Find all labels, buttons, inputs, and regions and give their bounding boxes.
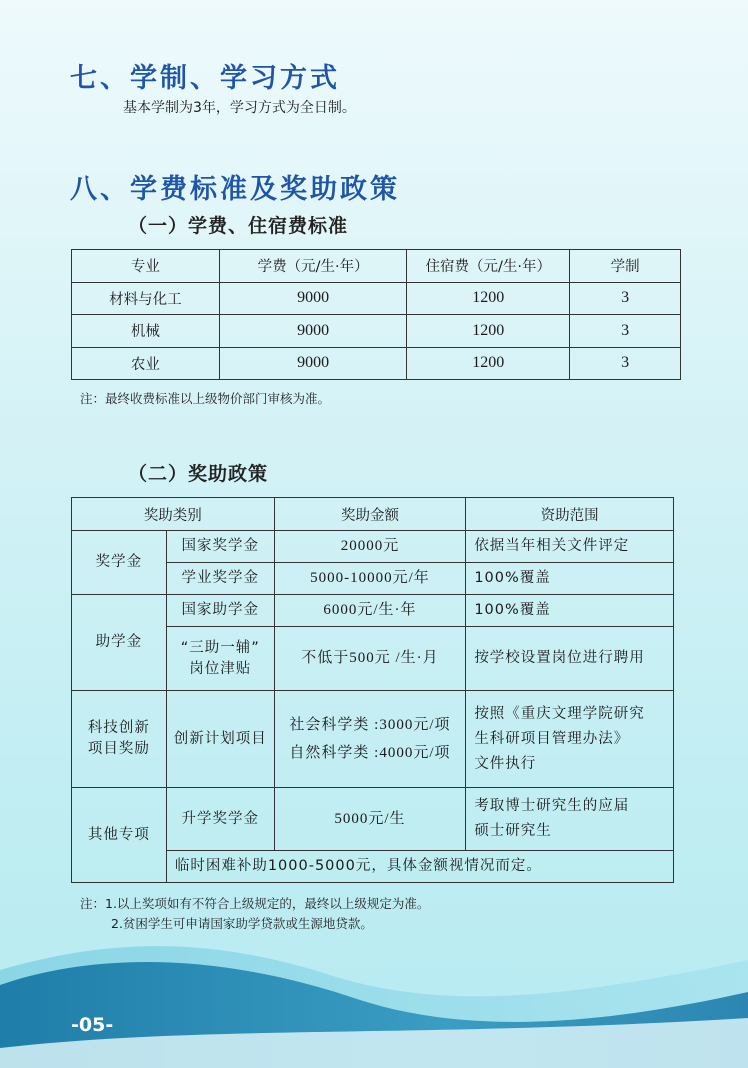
header-cell: 学制 <box>570 250 681 283</box>
duration-cell: 3 <box>570 282 681 315</box>
major-cell: 机械 <box>72 315 220 348</box>
item-cell: 创新计划项目 <box>166 691 274 788</box>
aid-notes <box>80 894 429 934</box>
amount-line: 自然科学类 :4000元/项 <box>289 745 451 761</box>
table-header-row <box>72 498 674 531</box>
header-cell: 奖助类别 <box>72 498 275 531</box>
scope-cell: 按学校设置岗位进行聘用 <box>466 627 674 691</box>
scope-line: 硕士研究生 <box>474 823 552 839</box>
dorm-fee-cell: 1200 <box>407 315 570 348</box>
major-cell: 农业 <box>72 347 220 380</box>
section-8-title: 八、学费标准及奖助政策 <box>70 174 400 205</box>
header-cell: 资助范围 <box>466 498 674 531</box>
category-line: 科技创新 <box>87 720 150 736</box>
item-cell <box>166 627 274 691</box>
table-header-row <box>72 250 681 283</box>
table-row <box>72 691 674 788</box>
category-cell <box>72 691 167 788</box>
amount-cell: 不低于500元 /生·月 <box>274 627 466 691</box>
item-cell: 国家助学金 <box>166 595 274 627</box>
category-line: 项目奖励 <box>87 741 150 757</box>
scope-cell <box>466 788 674 851</box>
amount-cell: 5000-10000元/年 <box>274 563 466 595</box>
scope-cell: 100%覆盖 <box>466 563 674 595</box>
scope-line: 按照《重庆文理学院研究 <box>474 705 645 722</box>
scope-cell: 依据当年相关文件评定 <box>466 531 674 563</box>
item-cell: 升学奖学金 <box>166 788 274 851</box>
fee-subtitle: （一）学费、住宿费标准 <box>128 215 349 237</box>
table-row <box>72 315 681 348</box>
dorm-fee-cell: 1200 <box>407 347 570 380</box>
header-cell: 学费（元/生·年） <box>219 250 407 283</box>
aid-subtitle: （二）奖助政策 <box>128 463 269 485</box>
hardship-cell: 临时困难补助1000-5000元，具体金额视情况而定。 <box>166 851 673 883</box>
duration-cell: 3 <box>570 347 681 380</box>
aid-note-line: 注：1.以上奖项如有不符合上级规定的，最终以上级规定为准。 <box>80 896 430 911</box>
duration-cell: 3 <box>570 315 681 348</box>
aid-table <box>71 497 674 883</box>
amount-cell: 20000元 <box>274 531 466 563</box>
dorm-fee-cell: 1200 <box>407 282 570 315</box>
category-cell: 奖学金 <box>72 531 167 595</box>
fee-note: 注：最终收费标准以上级物价部门审核为准。 <box>80 391 331 406</box>
scope-cell: 100%覆盖 <box>466 595 674 627</box>
table-row <box>72 595 674 627</box>
section-7-text: 基本学制为3年，学习方式为全日制。 <box>123 100 356 116</box>
scope-line: 生科研项目管理办法》 <box>474 730 630 747</box>
item-cell: 学业奖学金 <box>166 563 274 595</box>
category-cell: 助学金 <box>72 595 167 691</box>
fee-table <box>71 249 681 380</box>
tuition-cell: 9000 <box>219 315 407 348</box>
tuition-cell: 9000 <box>219 282 407 315</box>
amount-cell: 5000元/生 <box>274 788 466 851</box>
header-cell: 住宿费（元/生·年） <box>407 250 570 283</box>
page-number: -05- <box>71 1014 114 1036</box>
tuition-cell: 9000 <box>219 347 407 380</box>
amount-cell <box>274 691 466 788</box>
scope-cell <box>466 691 674 788</box>
category-cell: 其他专项 <box>72 788 167 883</box>
scope-line: 考取博士研究生的应届 <box>474 798 630 814</box>
table-row <box>72 788 674 851</box>
footer-wave <box>0 930 748 1068</box>
header-cell: 专业 <box>72 250 220 283</box>
scope-line: 文件执行 <box>474 755 537 772</box>
table-row <box>72 282 681 315</box>
item-line: “三助一辅” <box>180 639 260 656</box>
item-line: 岗位津贴 <box>189 660 252 677</box>
section-7-title: 七、学制、学习方式 <box>70 63 340 94</box>
amount-line: 社会科学类 :3000元/项 <box>289 717 451 733</box>
major-cell: 材料与化工 <box>72 282 220 315</box>
table-row <box>72 531 674 563</box>
table-row <box>72 347 681 380</box>
aid-note-line: 2.贫困学生可申请国家助学贷款或生源地贷款。 <box>111 916 373 931</box>
amount-cell: 6000元/生·年 <box>274 595 466 627</box>
item-cell: 国家奖学金 <box>166 531 274 563</box>
header-cell: 奖助金额 <box>274 498 466 531</box>
